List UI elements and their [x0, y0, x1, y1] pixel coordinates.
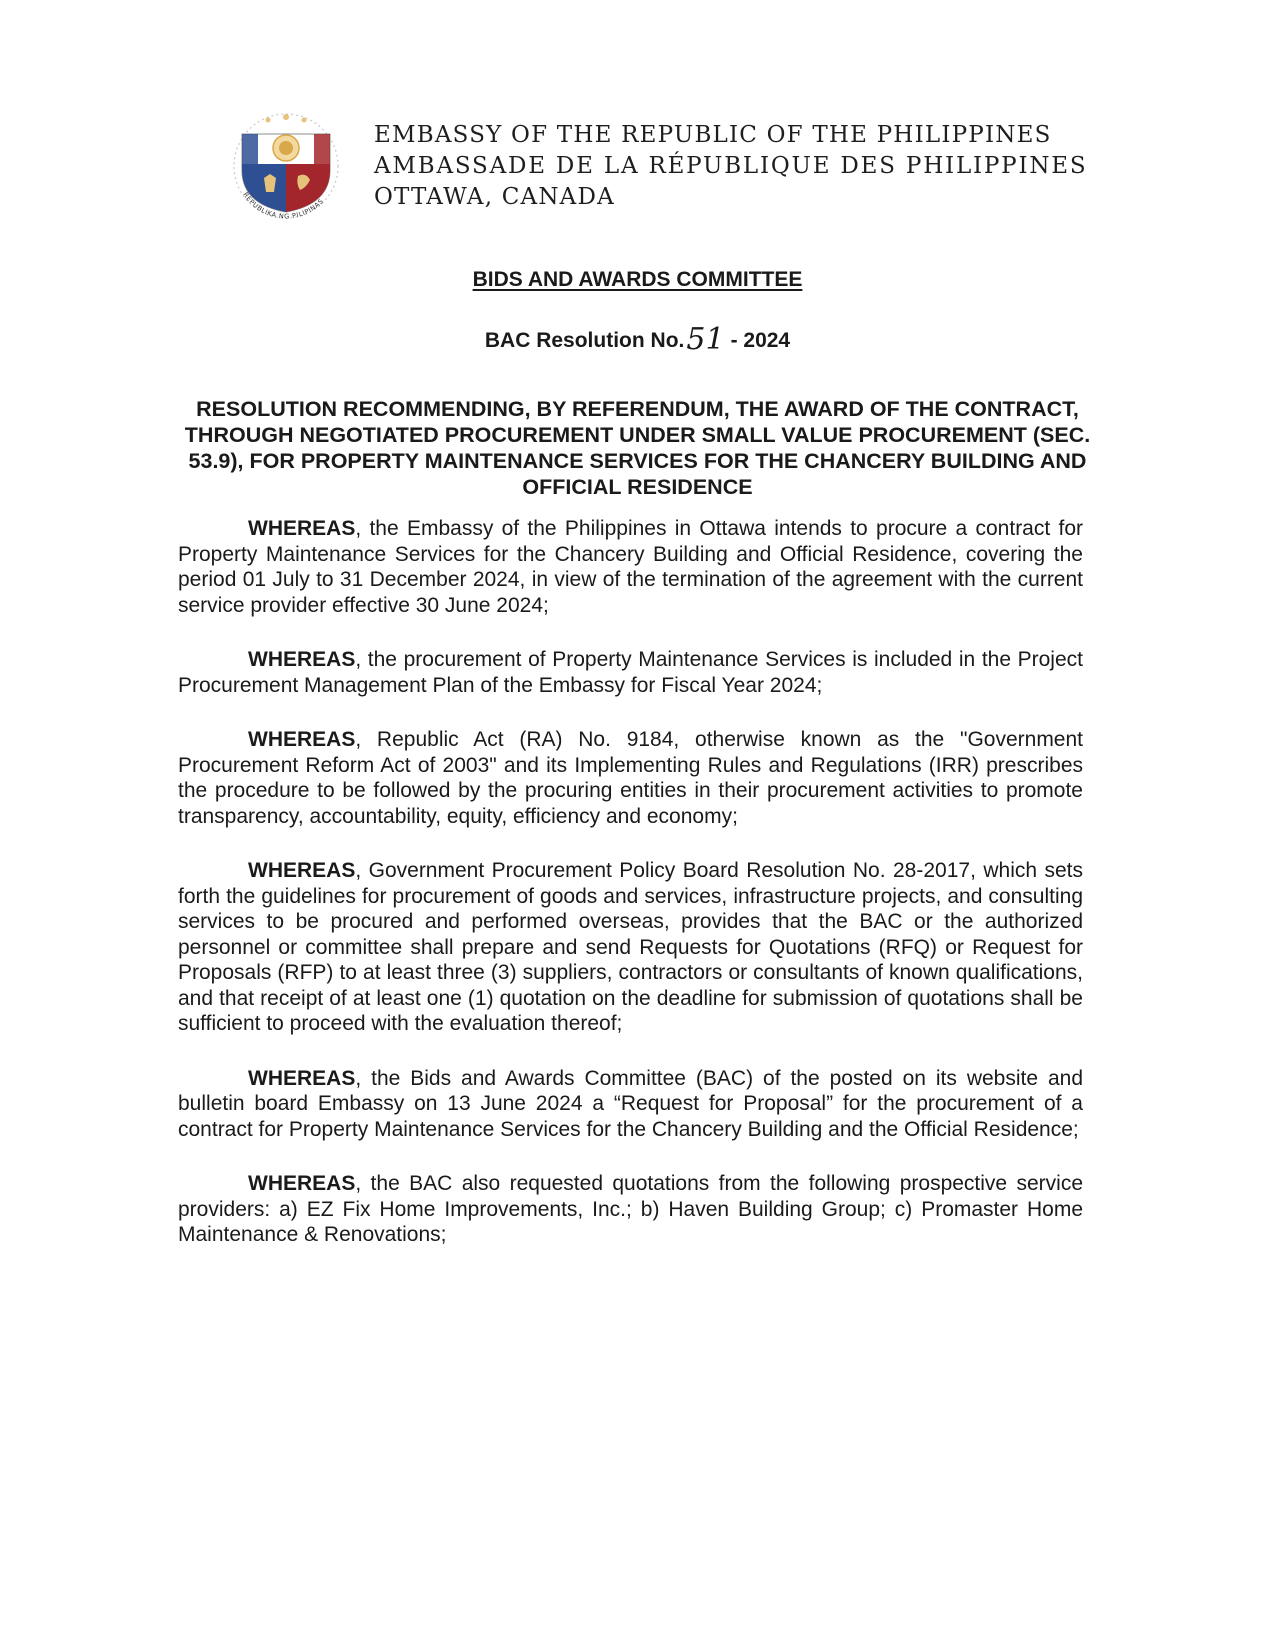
document-body [178, 516, 1083, 1277]
whereas-paragraph [178, 727, 1083, 829]
resolution-number-year: - 2024 [730, 329, 791, 352]
whereas-paragraph [178, 1171, 1083, 1248]
philippine-seal-icon [228, 108, 344, 224]
letterhead-text [374, 120, 1087, 213]
paragraph-text: , Government Procurement Policy Board Resolution No. 28-2017, which sets forth the guidelines for procurement of goods and services, infrastructure projects, and consulting services to be procured and performed overseas, provides that the BAC or the authorized personnel or committee shall prepare and send Requests for Quotations (RFQ) or Request for Proposals (RFP) to at least three (3) suppliers, contractors or consultants of known qualifications, and that receipt of at least one (1) quotation on the deadline for submission of quotations shall be sufficient to proceed with the evaluation thereof; [178, 859, 1083, 1035]
whereas-keyword: WHEREAS [248, 1172, 356, 1195]
resolution-title: RESOLUTION RECOMMENDING, BY REFERENDUM, THE AWARD OF THE CONTRACT, THROUGH NEGOTIATED PROCUREMENT UNDER SMALL VALUE PROCUREMENT (SEC. 53.9), FOR PROPERTY MAINTENANCE SERVICES FOR THE CHANCERY BUILDING AND OFFICIAL RESIDENCE [184, 397, 1091, 499]
resolution-number-handwritten: 51 [686, 322, 725, 357]
whereas-paragraph [178, 858, 1083, 1037]
paragraph-text: , Republic Act (RA) No. 9184, otherwise known as the "Government Procurement Reform Act of 2003" and its Implementing Rules and Regulations (IRR) prescribes the procedure to be followed by the procuring entities in their procurement activities to promote transparency, accountability, equity, efficiency and economy; [178, 728, 1083, 828]
embassy-name-en: EMBASSY OF THE REPUBLIC OF THE PHILIPPINES [374, 122, 1052, 148]
embassy-city: OTTAWA, CANADA [374, 184, 615, 210]
whereas-keyword: WHEREAS [248, 648, 356, 671]
whereas-paragraph [178, 1066, 1083, 1143]
embassy-name-fr: AMBASSADE DE LA RÉPUBLIQUE DES PHILIPPINES [374, 153, 1088, 179]
letterhead [228, 108, 1088, 228]
paragraph-text: , the procurement of Property Maintenance Services is included in the Project Procurement Management Plan of the Embassy for Fiscal Year 2024; [178, 648, 1083, 697]
committee-heading: BIDS AND AWARDS COMMITTEE [472, 268, 803, 291]
seal-text: REPUBLIKA NG PILIPINAS [241, 190, 326, 221]
whereas-paragraph [178, 647, 1083, 698]
paragraph-text: , the Bids and Awards Committee (BAC) of the posted on its website and bulletin board Embassy on 13 June 2024 a “Request for Proposal” for the procurement of a contract for Property Maintenance Services for the Chancery Building and the Official Residence; [178, 1066, 1083, 1141]
paragraph-text: , the BAC also requested quotations from the following prospective service providers: a) EZ Fix Home Improvements, Inc.; b) Haven Building Group; c) Promaster Home Maintenance & Renovations; [178, 1172, 1083, 1246]
whereas-paragraph [178, 516, 1083, 618]
paragraph-text: , the Embassy of the Philippines in Ottawa intends to procure a contract for Property Maintenance Services for the Chancery Building and Official Residence, covering the period 01 July to 31 December 2024, in view of the termination of the agreement with the current service provider effective 30 June 2024; [178, 517, 1083, 617]
resolution-number-prefix: BAC Resolution No. [484, 329, 685, 352]
whereas-keyword: WHEREAS [248, 1066, 356, 1090]
whereas-keyword: WHEREAS [248, 517, 356, 540]
whereas-keyword: WHEREAS [248, 859, 356, 882]
resolution-number [0, 320, 1275, 355]
whereas-keyword: WHEREAS [248, 728, 356, 751]
